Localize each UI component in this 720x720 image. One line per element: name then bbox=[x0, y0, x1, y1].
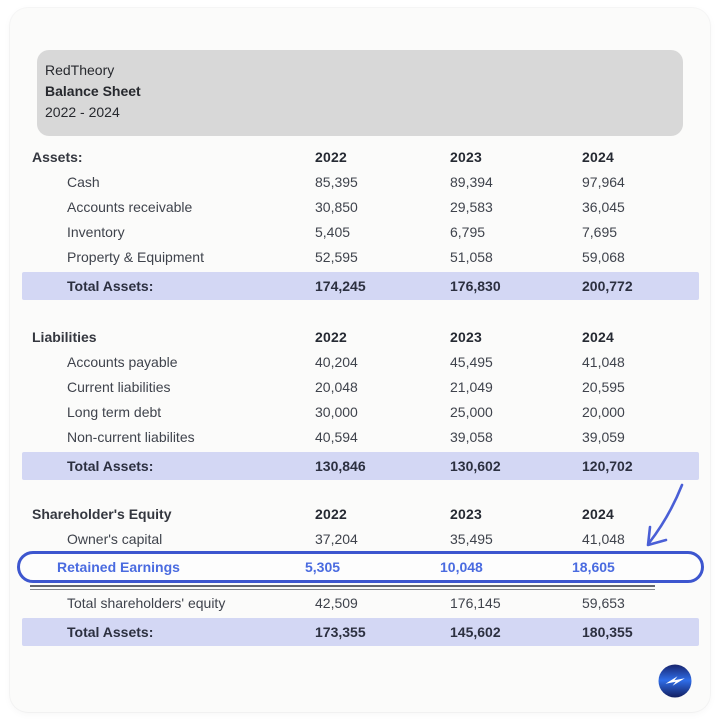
row-value: 39,059 bbox=[582, 428, 625, 445]
row-value: 6,795 bbox=[450, 223, 486, 240]
total-value: 176,830 bbox=[450, 278, 501, 294]
header-card bbox=[37, 50, 683, 136]
total-value: 145,602 bbox=[450, 624, 501, 640]
section-title-equity: Shareholder's Equity bbox=[32, 505, 172, 522]
year-header-2023: 2023 bbox=[450, 148, 482, 165]
row-value: 5,405 bbox=[315, 223, 351, 240]
row-value: 40,594 bbox=[315, 428, 358, 445]
row-value: 30,000 bbox=[315, 403, 358, 420]
row-value: 52,595 bbox=[315, 248, 358, 265]
row-value: 41,048 bbox=[582, 353, 625, 370]
table-row bbox=[10, 526, 710, 551]
assets-header-row bbox=[10, 144, 710, 169]
row-label: Total shareholders' equity bbox=[67, 594, 226, 611]
year-header-2024: 2024 bbox=[582, 148, 614, 165]
row-value: 7,695 bbox=[582, 223, 618, 240]
down-left-arrow-icon bbox=[635, 480, 690, 558]
table-row bbox=[10, 399, 710, 424]
row-label: Owner's capital bbox=[67, 530, 163, 547]
row-value: 18,605 bbox=[572, 559, 615, 575]
year-header-2024: 2024 bbox=[582, 505, 614, 522]
liabilities-header-row bbox=[10, 324, 710, 349]
row-value: 42,509 bbox=[315, 594, 358, 611]
assets-total-row bbox=[22, 272, 699, 300]
row-value: 29,583 bbox=[450, 198, 493, 215]
table-row bbox=[10, 424, 710, 449]
row-value: 51,058 bbox=[450, 248, 493, 265]
total-value: 174,245 bbox=[315, 278, 366, 294]
total-label: Total Assets: bbox=[67, 278, 154, 294]
section-title-liabilities: Liabilities bbox=[32, 328, 97, 345]
row-value: 89,394 bbox=[450, 173, 493, 190]
row-value: 59,068 bbox=[582, 248, 625, 265]
retained-earnings-highlight-row bbox=[17, 551, 704, 583]
row-value: 21,049 bbox=[450, 378, 493, 395]
total-value: 120,702 bbox=[582, 458, 633, 474]
row-value: 36,045 bbox=[582, 198, 625, 215]
row-label: Accounts payable bbox=[67, 353, 178, 370]
row-label: Accounts receivable bbox=[67, 198, 193, 215]
table-row bbox=[10, 374, 710, 399]
row-label: Long term debt bbox=[67, 403, 162, 420]
row-value: 20,000 bbox=[582, 403, 625, 420]
total-label: Total Assets: bbox=[67, 458, 154, 474]
section-title-assets: Assets: bbox=[32, 148, 83, 165]
row-value: 20,595 bbox=[582, 378, 625, 395]
row-value: 85,395 bbox=[315, 173, 358, 190]
document-card bbox=[10, 8, 710, 712]
table-row bbox=[10, 244, 710, 269]
total-value: 200,772 bbox=[582, 278, 633, 294]
row-label: Property & Equipment bbox=[67, 248, 204, 265]
row-value: 39,058 bbox=[450, 428, 493, 445]
equity-header-row bbox=[10, 501, 710, 526]
table-row bbox=[10, 349, 710, 374]
row-value: 59,653 bbox=[582, 594, 625, 611]
row-value: 37,204 bbox=[315, 530, 358, 547]
row-value: 20,048 bbox=[315, 378, 358, 395]
liabilities-total-row bbox=[22, 452, 699, 480]
year-header-2023: 2023 bbox=[450, 328, 482, 345]
total-value: 173,355 bbox=[315, 624, 366, 640]
table-row bbox=[10, 194, 710, 219]
row-label: Current liabilities bbox=[67, 378, 171, 395]
total-value: 180,355 bbox=[582, 624, 633, 640]
row-label: Inventory bbox=[67, 223, 125, 240]
row-value: 30,850 bbox=[315, 198, 358, 215]
row-value: 25,000 bbox=[450, 403, 493, 420]
row-value: 41,048 bbox=[582, 530, 625, 547]
table-row bbox=[10, 219, 710, 244]
row-label: Retained Earnings bbox=[57, 559, 180, 575]
total-value: 130,602 bbox=[450, 458, 501, 474]
year-header-2022: 2022 bbox=[315, 505, 347, 522]
row-value: 10,048 bbox=[440, 559, 483, 575]
row-value: 40,204 bbox=[315, 353, 358, 370]
year-header-2023: 2023 bbox=[450, 505, 482, 522]
row-value: 35,495 bbox=[450, 530, 493, 547]
row-label: Non-current liabilites bbox=[67, 428, 195, 445]
equity-total-row bbox=[22, 618, 699, 646]
year-header-2024: 2024 bbox=[582, 328, 614, 345]
lightning-bolt-logo-icon bbox=[658, 664, 692, 698]
subtotal-row bbox=[10, 590, 710, 615]
row-value: 5,305 bbox=[305, 559, 341, 575]
row-value: 97,964 bbox=[582, 173, 625, 190]
table-row bbox=[10, 169, 710, 194]
row-label: Cash bbox=[67, 173, 100, 190]
year-header-2022: 2022 bbox=[315, 148, 347, 165]
period-range: 2022 - 2024 bbox=[45, 104, 120, 120]
company-name: RedTheory bbox=[45, 62, 115, 78]
document-title: Balance Sheet bbox=[45, 83, 141, 99]
total-value: 130,846 bbox=[315, 458, 366, 474]
year-header-2022: 2022 bbox=[315, 328, 347, 345]
total-label: Total Assets: bbox=[67, 624, 154, 640]
row-value: 176,145 bbox=[450, 594, 501, 611]
row-value: 45,495 bbox=[450, 353, 493, 370]
